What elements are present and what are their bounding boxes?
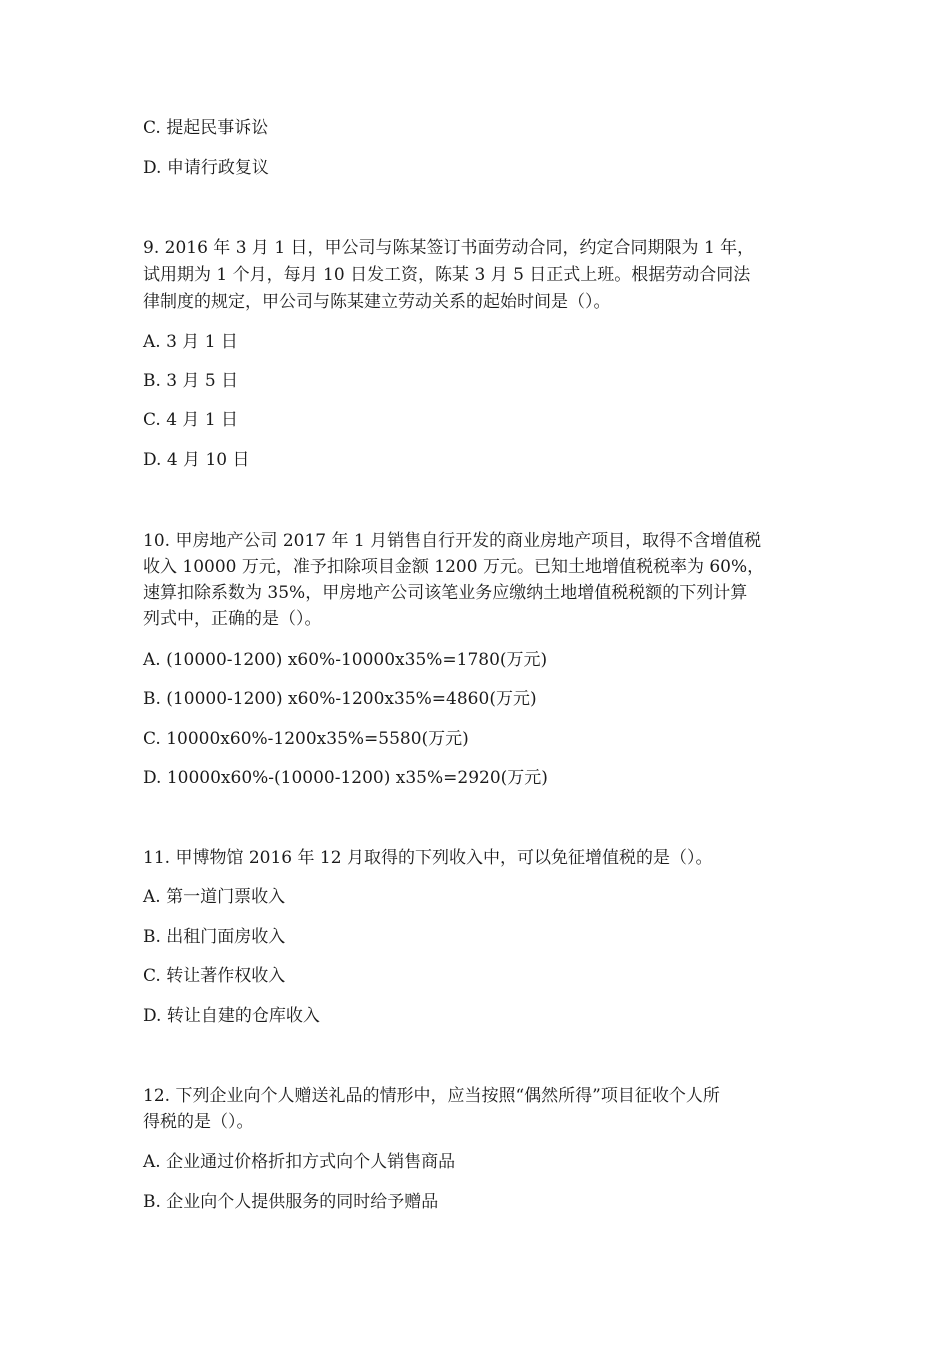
q10-stem-line-4: 列式中，正确的是（）。 <box>143 609 322 629</box>
q9-option-c: C. 4 月 1 日 <box>143 410 239 430</box>
q8-option-c: C. 提起民事诉讼 <box>143 118 269 138</box>
q9-stem-line-2: 试用期为 1 个月，每月 10 日发工资，陈某 3 月 5 日正式上班。根据劳动合同法 <box>143 265 751 285</box>
q11-option-d: D. 转让自建的仓库收入 <box>143 1006 320 1026</box>
q11-stem-line-1: 11. 甲博物馆 2016 年 12 月取得的下列收入中，可以免征增值税的是（）。 <box>143 848 713 868</box>
q10-stem-line-1: 10. 甲房地产公司 2017 年 1 月销售自行开发的商业房地产项目，取得不含增值税 <box>143 531 762 551</box>
q11-option-a: A. 第一道门票收入 <box>143 887 286 907</box>
q10-option-c: C. 10000x60%-1200x35%=5580(万元) <box>143 729 469 749</box>
q12-option-b: B. 企业向个人提供服务的同时给予赠品 <box>143 1192 439 1212</box>
q9-option-a: A. 3 月 1 日 <box>143 332 238 352</box>
q9-option-d: D. 4 月 10 日 <box>143 450 250 470</box>
q8-option-d: D. 申请行政复议 <box>143 158 269 178</box>
q9-stem-line-1: 9. 2016 年 3 月 1 日，甲公司与陈某签订书面劳动合同，约定合同期限为 1 年， <box>143 238 755 258</box>
q9-stem-line-3: 律制度的规定，甲公司与陈某建立劳动关系的起始时间是（）。 <box>143 292 611 312</box>
q11-option-b: B. 出租门面房收入 <box>143 927 286 947</box>
q12-stem-line-1: 12. 下列企业向个人赠送礼品的情形中，应当按照“偶然所得”项目征收个人所 <box>143 1086 720 1106</box>
q10-stem-line-2: 收入 10000 万元，准予扣除项目金额 1200 万元。已知土地增值税税率为 60%， <box>143 557 765 577</box>
q10-stem-line-3: 速算扣除系数为 35%，甲房地产公司该笔业务应缴纳土地增值税税额的下列计算 <box>143 583 748 603</box>
q10-option-d: D. 10000x60%-(10000-1200) x35%=2920(万元) <box>143 768 548 788</box>
q9-option-b: B. 3 月 5 日 <box>143 371 239 391</box>
q10-option-b: B. (10000-1200) x60%-1200x35%=4860(万元) <box>143 689 537 709</box>
q12-stem-line-2: 得税的是（）。 <box>143 1112 254 1132</box>
q10-option-a: A. (10000-1200) x60%-10000x35%=1780(万元) <box>143 650 548 670</box>
q11-option-c: C. 转让著作权收入 <box>143 966 286 986</box>
q12-option-a: A. 企业通过价格折扣方式向个人销售商品 <box>143 1152 456 1172</box>
